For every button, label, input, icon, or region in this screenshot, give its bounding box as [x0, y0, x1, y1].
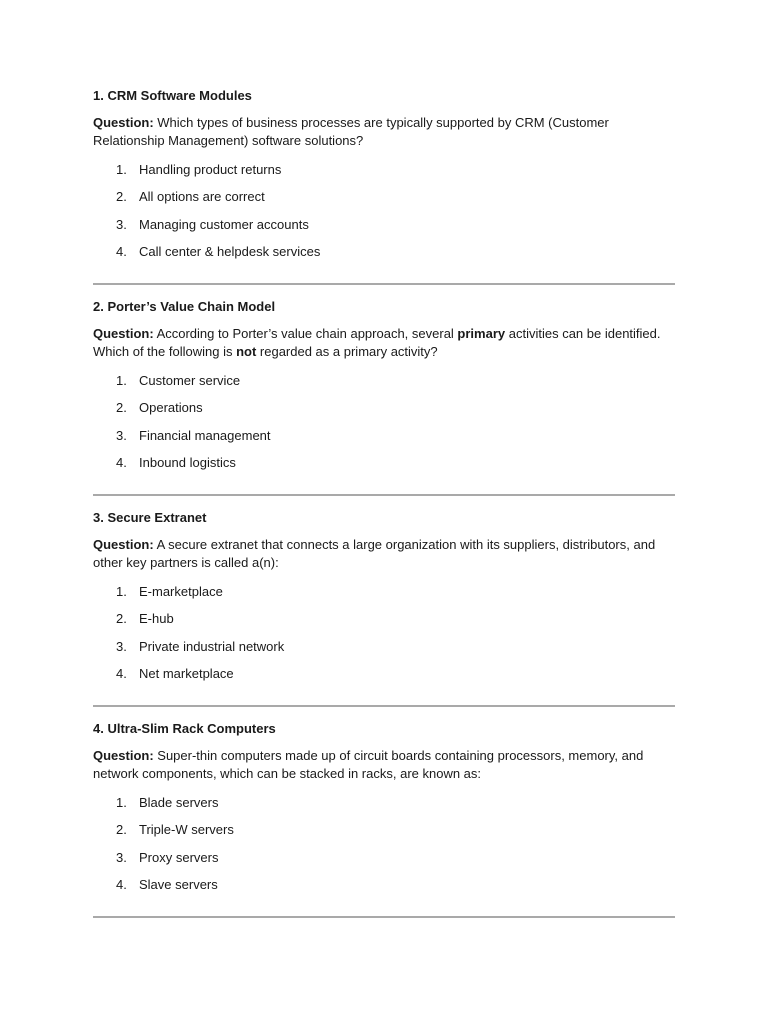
- question-body: Which types of business processes are typically supported by CRM (Customer Relationship Management) software solutions?: [93, 115, 609, 148]
- question-text: [93, 114, 675, 150]
- option-number: 2.: [116, 822, 127, 838]
- option-item: [93, 606, 675, 634]
- question-body: A secure extranet that connects a large organization with its suppliers, distributors, and other key partners is called a(n):: [93, 537, 656, 570]
- question-body: activities can be identified. Which of the following is: [93, 326, 661, 359]
- option-number: 1.: [116, 161, 127, 177]
- option-list: [93, 789, 675, 899]
- option-item: [93, 844, 675, 872]
- option-text: Inbound logistics: [139, 455, 236, 471]
- option-number: 1.: [116, 583, 127, 599]
- question-section-3: [93, 510, 675, 707]
- option-text: E-marketplace: [139, 583, 223, 599]
- option-number: 2.: [116, 611, 127, 627]
- option-list: [93, 367, 675, 477]
- question-body: Super-thin computers made up of circuit boards containing processors, memory, and network components, which can be stacked in racks, are known as:: [93, 748, 644, 781]
- option-number: 4.: [116, 244, 127, 260]
- emphasis-primary: primary: [457, 326, 506, 341]
- option-number: 2.: [116, 400, 127, 416]
- section-heading: 4. Ultra-Slim Rack Computers: [93, 721, 276, 736]
- option-number: 3.: [116, 638, 127, 654]
- section-heading: 2. Porter’s Value Chain Model: [93, 299, 276, 314]
- option-text: All options are correct: [139, 189, 265, 205]
- section-divider: [93, 494, 675, 496]
- question-body: According to Porter’s value chain approach, several: [153, 326, 458, 341]
- option-text: Proxy servers: [139, 849, 219, 865]
- option-text: Operations: [139, 400, 203, 416]
- option-text: Private industrial network: [139, 638, 285, 654]
- question-text: [93, 536, 675, 572]
- section-heading: 3. Secure Extranet: [93, 510, 207, 525]
- option-text: Customer service: [139, 372, 241, 388]
- question-text: [93, 747, 675, 783]
- option-text: Triple-W servers: [139, 822, 234, 838]
- option-item: [93, 633, 675, 661]
- option-item: [93, 872, 675, 900]
- option-item: [93, 184, 675, 212]
- option-text: Slave servers: [139, 877, 218, 893]
- section-divider: [93, 283, 675, 285]
- option-text: Call center & helpdesk services: [139, 244, 321, 260]
- question-section-1: [93, 88, 675, 285]
- option-item: [93, 395, 675, 423]
- question-section-2: [93, 299, 675, 496]
- question-body: regarded as a primary activity?: [256, 344, 438, 359]
- option-item: [93, 578, 675, 606]
- option-item: [93, 422, 675, 450]
- option-item: [93, 450, 675, 478]
- option-number: 3.: [116, 849, 127, 865]
- option-list: [93, 578, 675, 688]
- option-text: Blade servers: [139, 794, 219, 810]
- option-number: 4.: [116, 455, 127, 471]
- section-divider: [93, 705, 675, 707]
- option-number: 3.: [116, 216, 127, 232]
- option-item: [93, 817, 675, 845]
- option-item: [93, 367, 675, 395]
- question-lead: Question:: [93, 537, 154, 552]
- emphasis-not: not: [236, 344, 257, 359]
- option-number: 4.: [116, 666, 127, 682]
- question-lead: Question:: [93, 748, 154, 763]
- option-item: [93, 239, 675, 267]
- question-lead: Question:: [93, 326, 154, 341]
- option-text: E-hub: [139, 611, 174, 627]
- option-text: Net marketplace: [139, 666, 234, 682]
- option-number: 2.: [116, 189, 127, 205]
- option-item: [93, 156, 675, 184]
- question-text: [93, 325, 675, 361]
- option-number: 4.: [116, 877, 127, 893]
- option-text: Managing customer accounts: [139, 216, 309, 232]
- option-item: [93, 789, 675, 817]
- option-number: 1.: [116, 794, 127, 810]
- question-lead: Question:: [93, 115, 154, 130]
- option-item: [93, 211, 675, 239]
- option-text: Financial management: [139, 427, 271, 443]
- option-item: [93, 661, 675, 689]
- option-number: 3.: [116, 427, 127, 443]
- section-heading: 1. CRM Software Modules: [93, 88, 252, 103]
- option-text: Handling product returns: [139, 161, 282, 177]
- section-divider: [93, 916, 675, 918]
- option-list: [93, 156, 675, 266]
- option-number: 1.: [116, 372, 127, 388]
- question-section-4: [93, 721, 675, 918]
